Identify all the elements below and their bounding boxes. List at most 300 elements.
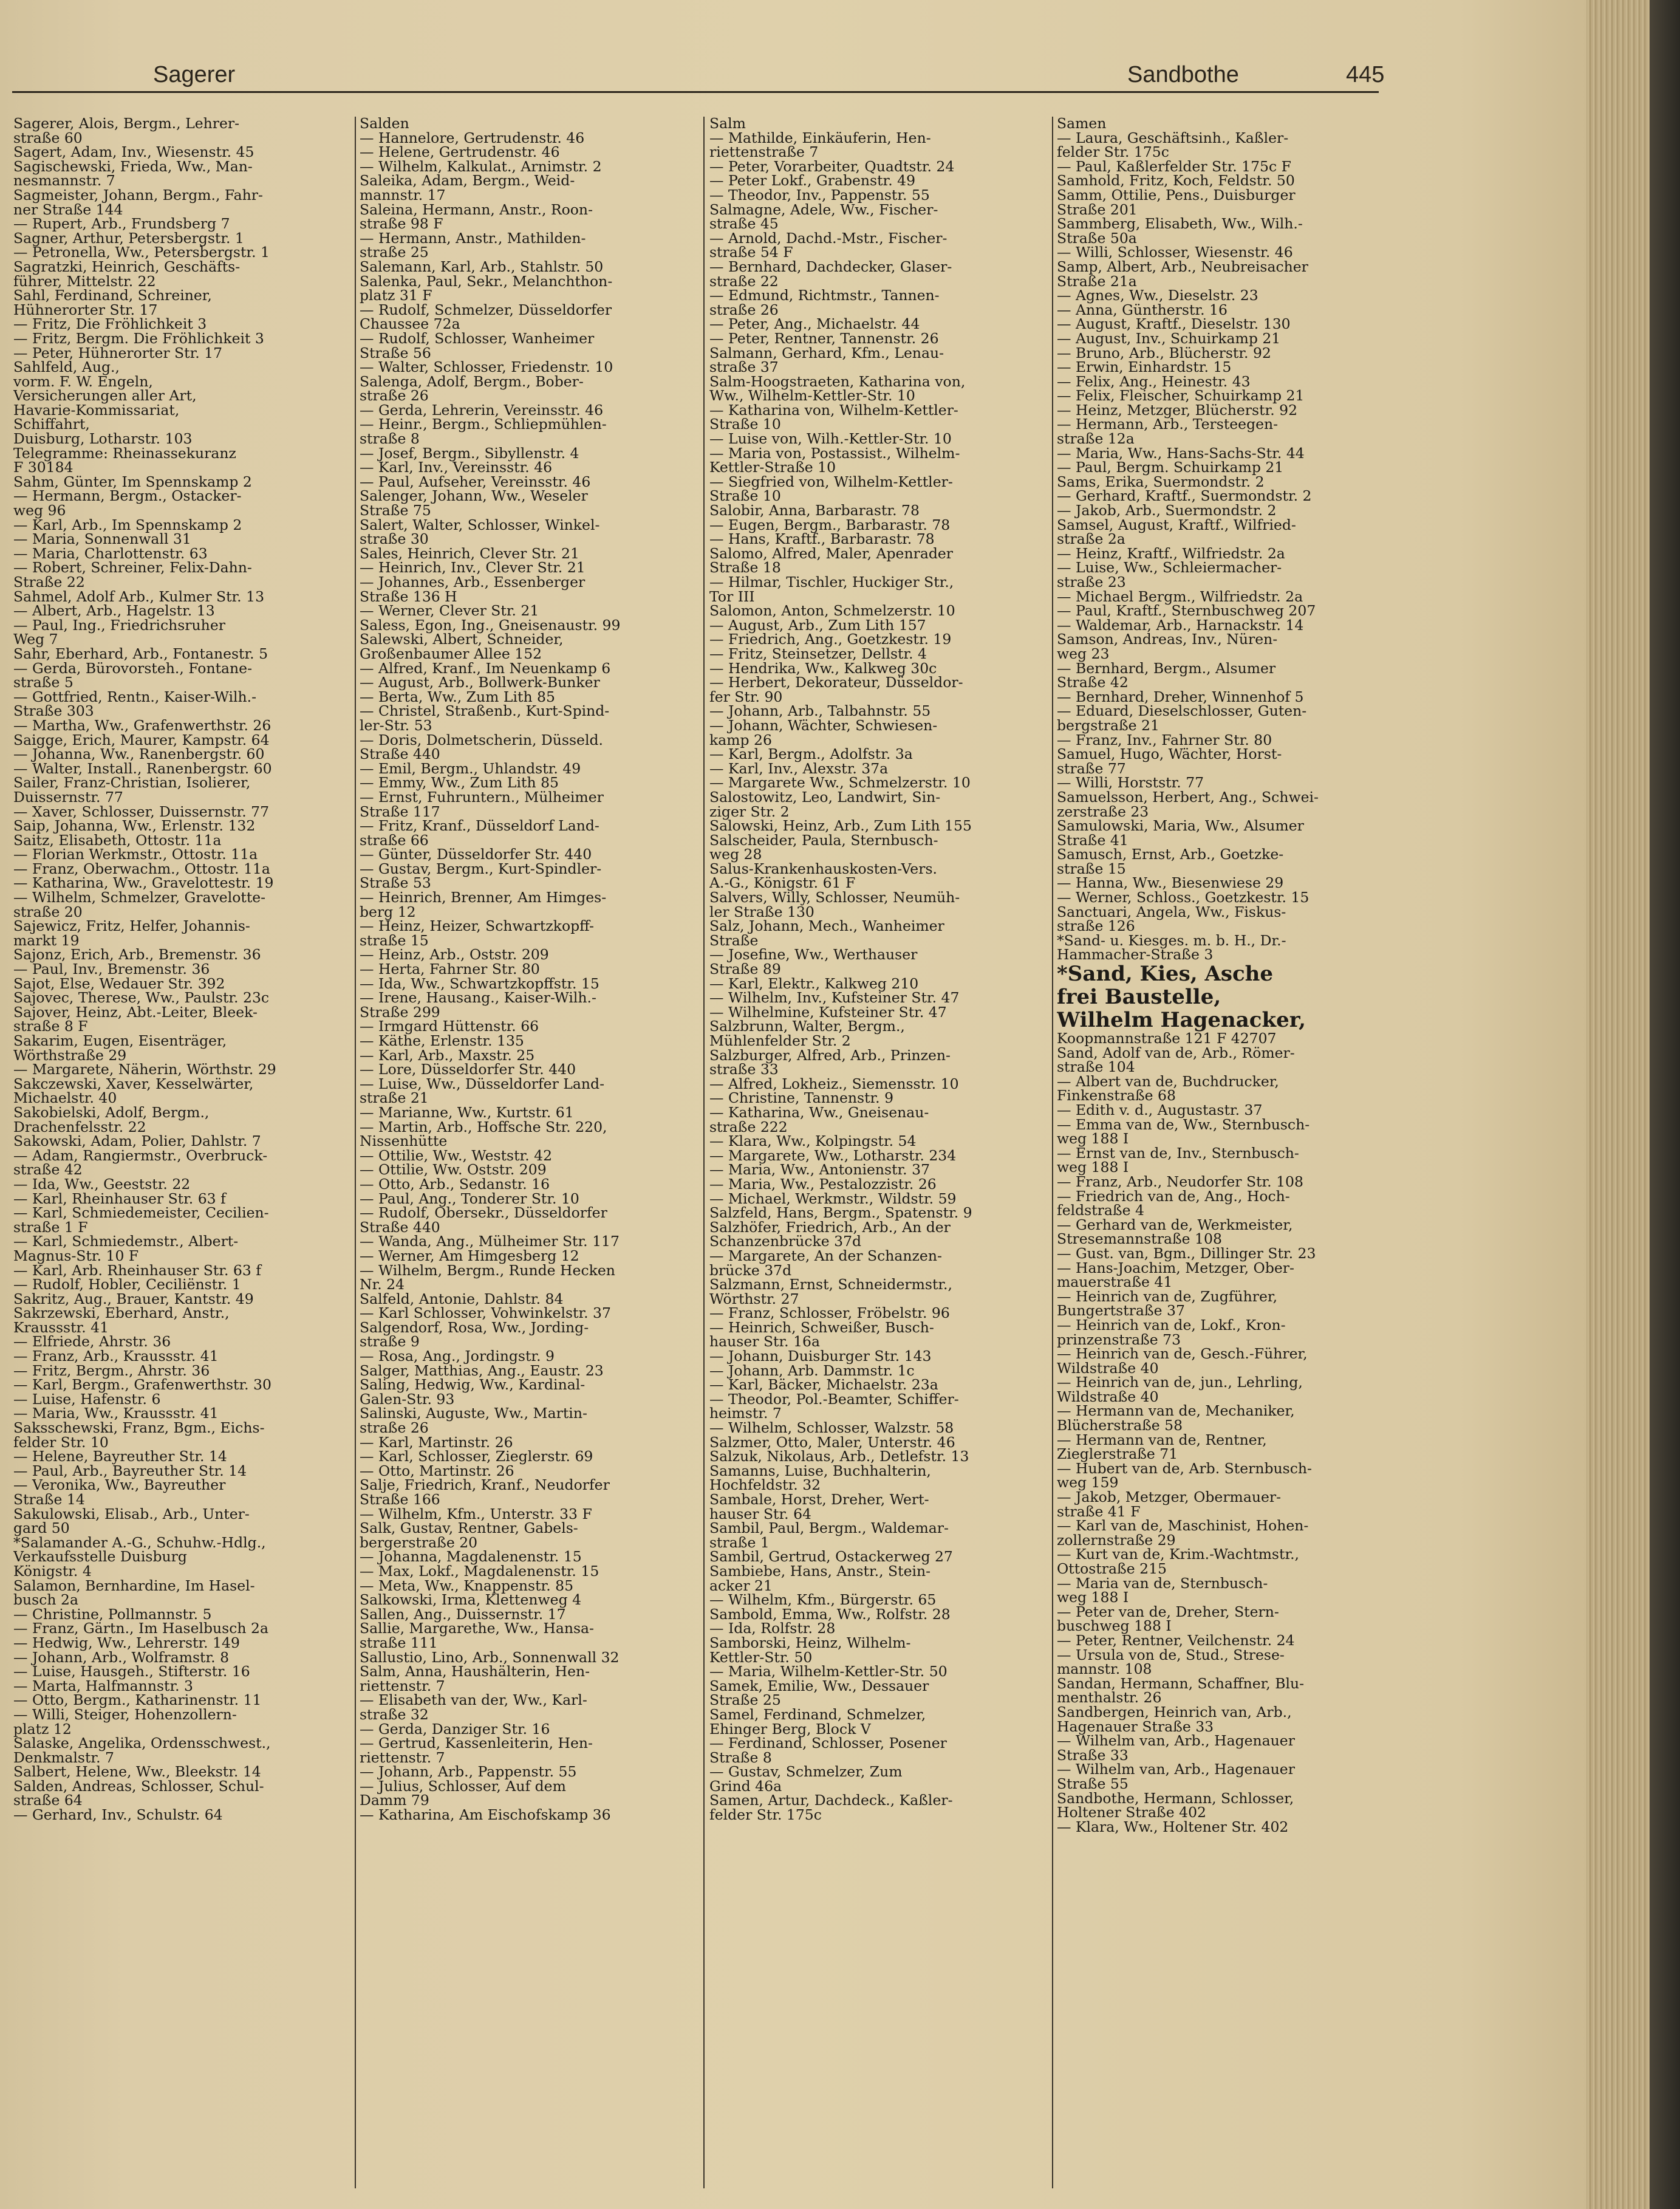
directory-entry-line: — Paul, Bergm. Schuirkamp 21	[1057, 459, 1284, 476]
directory-entry-line: — Adam, Rangiermstr., Overbruck-	[13, 1146, 268, 1164]
directory-entry-line: — Johann, Arb. Dammstr. 1c	[709, 1361, 915, 1379]
directory-entry-line: Salamon, Bernhardine, Im Hasel-	[13, 1577, 255, 1594]
directory-entry-line: straße 20	[13, 903, 83, 920]
directory-entry-line: Sajewicz, Fritz, Helfer, Johannis-	[13, 917, 250, 935]
directory-entry-line: — Hermann van de, Rentner,	[1057, 1431, 1267, 1448]
directory-entry-line: Samp, Albert, Arb., Neubreisacher	[1057, 258, 1308, 275]
directory-entry-line: Salzmer, Otto, Maler, Unterstr. 46	[709, 1433, 955, 1451]
directory-entry-line: — Gottfried, Rentn., Kaiser-Wilh.-	[13, 688, 257, 705]
header-right: Sandbothe	[1127, 62, 1239, 87]
directory-entry-line: — Emma van de, Ww., Sternbusch-	[1057, 1115, 1310, 1133]
directory-entry-line: straße 66	[360, 831, 429, 849]
directory-entry-line: Salowski, Heinz, Arb., Zum Lith 155	[709, 817, 972, 835]
directory-entry-line: — Maria, Ww., Pestalozzistr. 26	[709, 1175, 937, 1193]
directory-entry-line: Sallen, Ang., Duissernstr. 17	[360, 1605, 566, 1623]
directory-entry-line: Straße 10	[709, 487, 781, 505]
directory-entry-line: — Wilhelm, Kalkulat., Arnimstr. 2	[360, 157, 602, 175]
directory-entry-line: straße 1	[709, 1533, 770, 1551]
directory-entry-line: straße 21	[360, 1089, 429, 1107]
directory-entry-line: Sandan, Hermann, Schaffner, Blu-	[1057, 1674, 1305, 1692]
directory-entry-line: — Heinrich, Brenner, Am Himges-	[360, 889, 607, 906]
directory-entry-line: — Karl van de, Maschinist, Hohen-	[1057, 1517, 1309, 1535]
directory-entry-line: — Gustav, Schmelzer, Zum	[709, 1763, 903, 1781]
directory-entry-line: straße 30	[360, 530, 429, 548]
directory-entry-line: Straße 299	[360, 1003, 440, 1021]
directory-entry-line: — Kurt van de, Krim.-Wachtmstr.,	[1057, 1546, 1300, 1563]
directory-entry-line: — Marianne, Ww., Kurtstr. 61	[360, 1103, 574, 1121]
directory-entry-line: — Karl, Arb., Maxstr. 25	[360, 1046, 535, 1064]
directory-entry-line: — Arnold, Dachd.-Mstr., Fischer-	[709, 229, 948, 247]
directory-entry-line: Salobir, Anna, Barbarastr. 78	[709, 502, 920, 519]
column-2	[360, 117, 697, 2194]
directory-entry-line: — Rosa, Ang., Jordingstr. 9	[360, 1348, 555, 1365]
directory-entry-line: — Albert, Arb., Hagelstr. 13	[13, 602, 215, 620]
directory-entry-line: — Gerda, Danziger Str. 16	[360, 1720, 550, 1738]
directory-entry-line: — Katharina, Ww., Gravelottestr. 19	[13, 874, 274, 892]
directory-entry-line: straße 26	[360, 1419, 429, 1437]
directory-entry-line: — Paul, Ang., Tonderer Str. 10	[360, 1190, 579, 1207]
directory-entry-line: — Helene, Bayreuther Str. 14	[13, 1448, 227, 1465]
directory-entry-line: Straße 41	[1057, 831, 1129, 849]
directory-entry-line: Saksschewski, Franz, Bgm., Eichs-	[13, 1419, 265, 1437]
directory-entry-line: Sakczewski, Xaver, Kesselwärter,	[13, 1075, 254, 1092]
directory-entry-line: Sallustio, Lino, Arb., Sonnenwall 32	[360, 1648, 620, 1666]
directory-entry-line: Salzuk, Nikolaus, Arb., Detlefstr. 13	[709, 1448, 969, 1465]
directory-entry-line: zerstraße 23	[1057, 803, 1149, 820]
directory-entry-line: — Heinrich, Inv., Clever Str. 21	[360, 559, 586, 577]
directory-entry-line: — Karl, Inv., Alexstr. 37a	[709, 759, 889, 777]
directory-entry-line: — Otto, Arb., Sedanstr. 16	[360, 1175, 550, 1193]
directory-entry-line: Samhold, Fritz, Koch, Feldstr. 50	[1057, 172, 1295, 190]
directory-entry-line: — Martin, Arb., Hoffsche Str. 220,	[360, 1118, 607, 1135]
directory-entry-line: — Lore, Düsseldorfer Str. 440	[360, 1061, 576, 1078]
directory-entry-line: — Wilhelm, Kfm., Bürgerstr. 65	[709, 1591, 937, 1609]
directory-entry-line: Straße 89	[709, 961, 781, 978]
directory-entry-line: — Hans, Kraftf., Barbarastr. 78	[709, 530, 935, 548]
directory-entry-line: Salfeld, Antonie, Dahlstr. 84	[360, 1290, 564, 1307]
directory-entry-line: — Heinrich, Schweißer, Busch-	[709, 1318, 934, 1336]
directory-entry-line: feldstraße 4	[1057, 1202, 1144, 1219]
directory-entry-line: Samen	[1057, 117, 1107, 132]
directory-entry-line: straße 33	[709, 1061, 779, 1078]
directory-entry-line: felder Str. 175c	[1057, 143, 1169, 161]
directory-entry-line: — August, Inv., Schuirkamp 21	[1057, 329, 1281, 347]
directory-entry-line: Salert, Walter, Schlosser, Winkel-	[360, 516, 600, 533]
directory-entry-line: Versicherungen aller Art,	[13, 387, 197, 405]
directory-entry-line: — Werner, Clever Str. 21	[360, 602, 539, 620]
directory-entry-line: — Hermann van de, Mechaniker,	[1057, 1402, 1295, 1420]
directory-entry-line: felder Str. 10	[13, 1433, 109, 1451]
directory-entry-line: Wildstraße 40	[1057, 1388, 1159, 1405]
advert-block	[1057, 962, 1395, 1046]
directory-entry-line: Samel, Ferdinand, Schmelzer,	[709, 1705, 926, 1723]
directory-entry-line: Sahmel, Adolf Arb., Kulmer Str. 13	[13, 587, 265, 605]
directory-entry-line: — Katharina, Am Eischofskamp 36	[360, 1806, 611, 1824]
directory-entry-line: — Franz, Arb., Neudorfer Str. 108	[1057, 1173, 1303, 1190]
directory-entry-line: straße 222	[709, 1118, 788, 1135]
directory-entry-line: Sakobielski, Adolf, Bergm.,	[13, 1103, 210, 1121]
directory-entry-line: Saigge, Erich, Maurer, Kampstr. 64	[13, 731, 270, 748]
directory-entry-line: Salden, Andreas, Schlosser, Schul-	[13, 1777, 264, 1795]
directory-entry-line: — Max, Lokf., Magdalenenstr. 15	[360, 1562, 599, 1580]
directory-entry-line: Sambold, Emma, Ww., Rolfstr. 28	[709, 1605, 951, 1623]
directory-entry-line: Straße 53	[360, 874, 431, 892]
directory-entry-line: Straße 21a	[1057, 272, 1137, 290]
directory-entry-line: — Gustav, Bergm., Kurt-Spindler-	[360, 860, 602, 877]
directory-entry-line: — Karl, Bergm., Adolfstr. 3a	[709, 745, 913, 763]
directory-entry-line: Samm, Ottilie, Pens., Duisburger	[1057, 186, 1296, 204]
directory-entry-line: Salz, Johann, Mech., Wanheimer	[709, 917, 944, 935]
directory-entry-line: — Heinrich van de, Gesch.-Führer,	[1057, 1345, 1308, 1363]
directory-entry-line: Salm-Hoogstraeten, Katharina von,	[709, 372, 966, 390]
directory-entry-line: — Luise, Hafenstr. 6	[13, 1390, 161, 1408]
directory-entry-line: Telegramme: Rheinassekuranz	[13, 444, 236, 462]
directory-entry-line: — Ernst van de, Inv., Sternbusch-	[1057, 1144, 1299, 1162]
directory-entry-line: Straße 166	[360, 1491, 440, 1508]
directory-entry-line: — Ottilie, Ww., Weststr. 42	[360, 1146, 553, 1164]
directory-entry-line: — Walter, Install., Ranenbergstr. 60	[13, 759, 272, 777]
directory-entry-line: — Heinz, Heizer, Schwartzkopff-	[360, 917, 594, 935]
directory-entry-line: straße 12a	[1057, 430, 1135, 448]
directory-entry-line: Hochfeldstr. 32	[709, 1476, 821, 1494]
directory-entry-line: — Karl, Arb., Im Spennskamp 2	[13, 516, 242, 533]
directory-entry-line: fer Str. 90	[709, 688, 783, 705]
directory-entry-line: — Gerhard, Kraftf., Suermondstr. 2	[1057, 487, 1312, 505]
directory-entry-line: Sagmeister, Johann, Bergm., Fahr-	[13, 186, 263, 204]
directory-entry-line: vorm. F. W. Engeln,	[13, 372, 153, 390]
directory-entry-line: — Margarete, Ww., Lotharstr. 234	[709, 1146, 957, 1164]
directory-entry-line: — Wilhelm, Kfm., Unterstr. 33 F	[360, 1505, 592, 1522]
directory-entry-line: straße 15	[360, 931, 429, 949]
directory-entry-line: — Karl, Elektr., Kalkweg 210	[709, 974, 919, 992]
directory-entry-line: — Karl, Martinstr. 26	[360, 1433, 513, 1451]
directory-entry-line: — Felix, Fleischer, Schuirkamp 21	[1057, 387, 1305, 405]
directory-entry-line: weg 188 I	[1057, 1130, 1129, 1148]
directory-entry-line: — Paul, Inv., Bremenstr. 36	[13, 961, 210, 978]
directory-entry-line: — Martha, Ww., Grafenwerthstr. 26	[13, 716, 271, 734]
directory-entry-line: Salenka, Paul, Sekr., Melanchthon-	[360, 272, 613, 290]
directory-entry-line: Sandbergen, Heinrich van, Arb.,	[1057, 1703, 1292, 1721]
directory-entry-line: Sanctuari, Angela, Ww., Fiskus-	[1057, 903, 1286, 920]
directory-entry-line: Straße 55	[1057, 1775, 1129, 1792]
directory-entry-line: — Maria von, Postassist., Wilhelm-	[709, 444, 960, 462]
directory-entry-line: — Herbert, Dekorateur, Düsseldor-	[709, 674, 963, 691]
directory-entry-line: Verkaufsstelle Duisburg	[13, 1548, 187, 1566]
directory-entry-line: — Maria, Charlottenstr. 63	[13, 544, 208, 562]
directory-entry-line: — Emmy, Ww., Zum Lith 85	[360, 774, 559, 792]
directory-entry-line: Nr. 24	[360, 1276, 405, 1293]
header-rule	[12, 91, 1379, 93]
directory-entry-line: — Johann, Arb., Talbahnstr. 55	[709, 702, 931, 720]
directory-entry-line: Salenga, Adolf, Bergm., Bober-	[360, 372, 584, 390]
directory-entry-line: straße 32	[360, 1705, 429, 1723]
directory-entry-line: — Josefine, Ww., Werthauser	[709, 946, 918, 964]
directory-entry-line: — Helene, Gertrudenstr. 46	[360, 143, 560, 161]
directory-entry-line: Salmann, Gerhard, Kfm., Lenau-	[709, 344, 944, 361]
advert-line: Koopmannstraße 121 F 42707	[1057, 1030, 1277, 1047]
directory-entry-line: — Luise, Ww., Düsseldorfer Land-	[360, 1075, 605, 1092]
book-cover-edge	[1650, 0, 1680, 2209]
directory-entry-line: — Irene, Hausang., Kaiser-Wilh.-	[360, 989, 596, 1007]
directory-entry-line: Sajot, Else, Wedauer Str. 392	[13, 974, 225, 992]
directory-entry-line: — Paul, Kraftf., Sternbuschweg 207	[1057, 602, 1316, 620]
directory-entry-line: — Berta, Ww., Zum Lith 85	[360, 688, 555, 705]
directory-entry-line: Zieglerstraße 71	[1057, 1445, 1178, 1463]
directory-entry-line: — Peter, Vorarbeiter, Quadtstr. 24	[709, 157, 955, 175]
directory-entry-line: — Fritz, Kranf., Düsseldorf Land-	[360, 817, 599, 835]
directory-entry-line: — Robert, Schreiner, Felix-Dahn-	[13, 559, 252, 577]
directory-entry-line: — Otto, Martinstr. 26	[360, 1462, 514, 1479]
directory-entry-line: — Peter, Hühnerorter Str. 17	[13, 344, 223, 361]
directory-entry-line: — Wilhelm, Schlosser, Walzstr. 58	[709, 1419, 954, 1437]
directory-entry-line: — Wilhelm, Bergm., Runde Hecken	[360, 1261, 615, 1279]
directory-entry-line: Straße 75	[360, 502, 431, 519]
directory-entry-line: straße 37	[709, 358, 779, 376]
directory-entry-line: Sagischewski, Frieda, Ww., Man-	[13, 157, 253, 175]
directory-entry-line: Sagner, Arthur, Petersbergstr. 1	[13, 229, 244, 247]
directory-entry-line: — Franz, Oberwachm., Ottostr. 11a	[13, 860, 270, 877]
directory-entry-line: — Friedrich, Ang., Goetzkestr. 19	[709, 631, 952, 648]
directory-entry-line: Duissernstr. 77	[13, 788, 123, 806]
directory-entry-line: Sakrzewski, Eberhard, Anstr.,	[13, 1304, 230, 1322]
directory-entry-line: — Christel, Straßenb., Kurt-Spind-	[360, 702, 610, 720]
directory-entry-line: — Walter, Schlosser, Friedenstr. 10	[360, 358, 613, 376]
directory-entry-line: — Klara, Ww., Holtener Str. 402	[1057, 1818, 1289, 1835]
column-4-tail	[1057, 1046, 1395, 1835]
directory-entry-line: — Karl, Schmiedemeister, Cecilien-	[13, 1204, 269, 1222]
directory-entry-line: straße 98 F	[360, 215, 443, 233]
directory-entry-line: Straße 136 H	[360, 587, 457, 605]
directory-entry-line: — Rudolf, Schlosser, Wanheimer	[360, 329, 595, 347]
directory-entry-line: Schanzenbrücke 37d	[709, 1233, 862, 1250]
directory-entry-line: straße 54 F	[709, 244, 793, 261]
directory-entry-line: — Maria, Sonnenwall 31	[13, 530, 191, 548]
directory-entry-line: — Jakob, Metzger, Obermauer-	[1057, 1488, 1282, 1506]
directory-entry-line: *Sand- u. Kiesges. m. b. H., Dr.-	[1057, 931, 1286, 949]
directory-entry-line: Wörthstr. 27	[709, 1290, 799, 1307]
directory-entry-line: weg 188 I	[1057, 1589, 1129, 1606]
directory-entry-line: — Christine, Pollmannstr. 5	[13, 1605, 212, 1623]
directory-entry-line: — Paul, Arb., Bayreuther Str. 14	[13, 1462, 247, 1479]
column-divider	[703, 117, 705, 2188]
directory-entry-line: — Hanna, Ww., Biesenwiese 29	[1057, 874, 1284, 892]
directory-entry-line: — Irmgard Hüttenstr. 66	[360, 1018, 539, 1035]
column-1	[13, 117, 351, 2194]
column-3	[709, 117, 1047, 2194]
directory-entry-line: Chaussee 72a	[360, 315, 460, 333]
directory-entry-line: Sagratzki, Heinrich, Geschäfts-	[13, 258, 241, 275]
directory-entry-line: — Karl, Schmiedemstr., Albert-	[13, 1233, 239, 1250]
directory-entry-line: straße 41 F	[1057, 1502, 1141, 1520]
directory-entry-line: Ehinger Berg, Block V	[709, 1720, 871, 1738]
directory-entry-line: straße 1 F	[13, 1218, 88, 1236]
directory-entry-line: — Theodor, Pol.-Beamter, Schiffer-	[709, 1390, 959, 1408]
directory-entry-line: straße 8	[360, 430, 420, 448]
directory-entry-line: Stresemannstraße 108	[1057, 1230, 1222, 1248]
directory-entry-line: Sambil, Paul, Bergm., Waldemar-	[709, 1519, 949, 1537]
directory-entry-line: Straße 25	[709, 1691, 781, 1709]
directory-entry-line: — Gerda, Bürovorsteh., Fontane-	[13, 659, 253, 677]
directory-entry-line: — Peter Lokf., Grabenstr. 49	[709, 172, 916, 190]
directory-entry-line: Hammacher-Straße 3	[1057, 946, 1214, 964]
directory-entry-line: Sams, Erika, Suermondstr. 2	[1057, 473, 1265, 490]
directory-entry-line: — Eduard, Dieselschlosser, Guten-	[1057, 702, 1307, 720]
directory-entry-line: — Petronella, Ww., Petersbergstr. 1	[13, 244, 270, 261]
directory-entry-line: — Peter, Ang., Michaelstr. 44	[709, 315, 920, 333]
directory-entry-line: Salvers, Willy, Schlosser, Neumüh-	[709, 889, 960, 906]
directory-entry-line: A.-G., Königstr. 61 F	[709, 874, 856, 892]
directory-entry-line: — Peter van de, Dreher, Stern-	[1057, 1603, 1279, 1620]
directory-entry-line: Samulowski, Maria, Ww., Alsumer	[1057, 817, 1304, 835]
directory-entry-line: ler Straße 130	[709, 903, 814, 920]
directory-entry-line: — Karl, Inv., Vereinsstr. 46	[360, 459, 553, 476]
directory-entry-line: — Fritz, Die Fröhlichkeit 3	[13, 315, 207, 333]
directory-entry-line: — Werner, Schloss., Goetzkestr. 15	[1057, 889, 1310, 906]
directory-entry-line: — Franz, Gärtn., Im Haselbusch 2a	[13, 1620, 268, 1637]
directory-entry-line: mannstr. 108	[1057, 1660, 1152, 1678]
directory-entry-line: — Fritz, Bergm. Die Fröhlichkeit 3	[13, 329, 264, 347]
directory-entry-line: — Marta, Halfmannstr. 3	[13, 1677, 193, 1694]
directory-entry-line: mannstr. 17	[360, 186, 446, 204]
directory-entry-line: — Hilmar, Tischler, Huckiger Str.,	[709, 574, 954, 591]
header-left: Sagerer	[153, 62, 236, 87]
directory-entry-line: — Johanna, Magdalenenstr. 15	[360, 1548, 582, 1566]
directory-entry-line: — Wilhelm van, Arb., Hagenauer	[1057, 1761, 1295, 1778]
directory-entry-line: — Gertrud, Kassenleiterin, Hen-	[360, 1735, 593, 1752]
directory-entry-line: Salenger, Johann, Ww., Weseler	[360, 487, 588, 505]
directory-entry-line: — Hermann, Anstr., Mathilden-	[360, 229, 586, 247]
directory-entry-line: Straße 50a	[1057, 229, 1137, 247]
directory-entry-line: — Friedrich van de, Ang., Hoch-	[1057, 1187, 1290, 1205]
directory-entry-line: — Paul, Ing., Friedrichsruher	[13, 616, 225, 634]
directory-entry-line: — Hannelore, Gertrudenstr. 46	[360, 129, 585, 146]
directory-entry-line: Schiffahrt,	[13, 416, 90, 433]
directory-entry-line: Samuelsson, Herbert, Ang., Schwei-	[1057, 788, 1319, 806]
directory-entry-line: Mühlenfelder Str. 2	[709, 1032, 851, 1049]
directory-entry-line: — Johanna, Ww., Ranenbergstr. 60	[13, 745, 265, 763]
advert-line: frei Baustelle,	[1057, 985, 1221, 1010]
directory-entry-line: straße 9	[360, 1333, 420, 1351]
directory-entry-line: Sakulowski, Elisab., Arb., Unter-	[13, 1505, 250, 1522]
directory-entry-line: straße 126	[1057, 917, 1135, 935]
directory-entry-line: platz 31 F	[360, 287, 432, 304]
directory-entry-line: — Gerda, Lehrerin, Vereinsstr. 46	[360, 401, 604, 419]
directory-entry-line: — Alfred, Kranf., Im Neuenkamp 6	[360, 659, 611, 677]
directory-entry-line: weg 188 I	[1057, 1159, 1129, 1176]
advert-line: Wilhelm Hagenacker,	[1057, 1008, 1306, 1033]
directory-entry-line: — Eugen, Bergm., Barbarastr. 78	[709, 516, 951, 533]
directory-entry-line: Salscheider, Paula, Sternbusch-	[709, 831, 938, 849]
directory-entry-line: straße 77	[1057, 759, 1126, 777]
directory-entry-line: — Franz, Inv., Fahrner Str. 80	[1057, 731, 1272, 748]
directory-entry-line: Saleika, Adam, Bergm., Weid-	[360, 172, 575, 190]
directory-entry-line: Salzbrunn, Walter, Bergm.,	[709, 1018, 905, 1035]
directory-entry-line: — Willi, Horststr. 77	[1057, 774, 1204, 792]
directory-entry-line: Salmagne, Adele, Ww., Fischer-	[709, 200, 938, 218]
directory-entry-line: — Herta, Fahrner Str. 80	[360, 961, 540, 978]
directory-entry-line: — Bernhard, Bergm., Alsumer	[1057, 659, 1276, 677]
directory-entry-line: — Elfriede, Ahrstr. 36	[13, 1333, 171, 1351]
directory-entry-line: — Karl, Arb. Rheinhauser Str. 63 f	[13, 1261, 261, 1279]
directory-entry-line: Salbert, Helene, Ww., Bleekstr. 14	[13, 1763, 261, 1781]
directory-entry-line: Grind 46a	[709, 1777, 782, 1795]
advert-line: *Sand, Kies, Asche	[1057, 962, 1274, 987]
directory-entry-line: — Otto, Bergm., Katharinenstr. 11	[13, 1691, 262, 1709]
directory-entry-line: — Heinz, Arb., Oststr. 209	[360, 946, 549, 964]
directory-entry-line: Straße 18	[709, 559, 781, 577]
directory-entry-line: — Ida, Ww., Schwartzkopffstr. 15	[360, 974, 599, 992]
directory-entry-line: — Ida, Ww., Geeststr. 22	[13, 1175, 191, 1193]
directory-entry-line: Straße 42	[1057, 674, 1129, 691]
directory-entry-line: — Karl Schlosser, Vohwinkelstr. 37	[360, 1304, 611, 1322]
directory-entry-line: riettenstr. 7	[360, 1748, 445, 1766]
directory-entry-line: — Heinrich van de, Lokf., Kron-	[1057, 1316, 1286, 1334]
directory-entry-line: Finkenstraße 68	[1057, 1087, 1176, 1104]
directory-entry-line: Kraussstr. 41	[13, 1318, 109, 1336]
directory-entry-line: busch 2a	[13, 1591, 78, 1609]
directory-entry-line: F 30184	[13, 459, 73, 476]
directory-entry-line: — Margarete, Näherin, Wörthstr. 29	[13, 1061, 276, 1078]
directory-entry-line: markt 19	[13, 931, 80, 949]
directory-entry-line: *Salamander A.-G., Schuhw.-Hdlg.,	[13, 1533, 266, 1551]
directory-entry-line: Samusch, Ernst, Arb., Goetzke-	[1057, 846, 1284, 863]
directory-entry-line: nesmannstr. 7	[13, 172, 115, 190]
directory-entry-line: Straße 201	[1057, 200, 1138, 218]
directory-entry-line: — Laura, Geschäftsinh., Kaßler-	[1057, 129, 1289, 146]
directory-entry-line: weg 28	[709, 846, 762, 863]
directory-entry-line: — Michael Bergm., Wilfriedstr. 2a	[1057, 587, 1303, 605]
directory-entry-line: Saip, Johanna, Ww., Erlenstr. 132	[13, 817, 256, 835]
directory-entry-line: — Heinz, Kraftf., Wilfriedstr. 2a	[1057, 544, 1285, 562]
directory-entry-line: zollernstraße 29	[1057, 1531, 1176, 1549]
directory-entry-line: Straße 33	[1057, 1746, 1129, 1764]
directory-entry-line: prinzenstraße 73	[1057, 1331, 1181, 1348]
directory-entry-line: Sammberg, Elisabeth, Ww., Wilh.-	[1057, 215, 1303, 233]
directory-entry-line: Samuel, Hugo, Wächter, Horst-	[1057, 745, 1282, 763]
directory-entry-line: — Heinrich van de, Zugführer,	[1057, 1287, 1278, 1305]
directory-entry-line: bergerstraße 20	[360, 1533, 478, 1551]
directory-entry-line: — Gerhard van de, Werkmeister,	[1057, 1216, 1293, 1233]
directory-entry-line: — Margarete Ww., Schmelzerstr. 10	[709, 774, 971, 792]
directory-entry-line: — Alfred, Lokheiz., Siemensstr. 10	[709, 1075, 959, 1092]
directory-entry-line: — Luise von, Wilh.-Kettler-Str. 10	[709, 430, 952, 448]
directory-entry-line: straße 22	[709, 272, 779, 290]
directory-entry-line: — Hendrika, Ww., Kalkweg 30c	[709, 659, 937, 677]
directory-entry-line: Sakarim, Eugen, Eisenträger,	[13, 1032, 227, 1049]
directory-entry-line: — Michael, Werkmstr., Wildstr. 59	[709, 1190, 957, 1207]
directory-entry-line: — Heinr., Bergm., Schliepmühlen-	[360, 416, 607, 433]
directory-entry-line: Tor III	[709, 587, 755, 605]
directory-entry-line: Sagert, Adam, Inv., Wiesenstr. 45	[13, 143, 254, 161]
directory-entry-line: buschweg 188 I	[1057, 1617, 1172, 1635]
directory-entry-line: — Elisabeth van der, Ww., Karl-	[360, 1691, 587, 1709]
directory-entry-line: Straße 22	[13, 574, 85, 591]
directory-entry-line: — Maria van de, Sternbusch-	[1057, 1574, 1268, 1592]
directory-entry-line: — Heinrich van de, jun., Lehrling,	[1057, 1374, 1303, 1391]
directory-entry-line: — Katharina, Ww., Gneisenau-	[709, 1103, 929, 1121]
directory-entry-line: weg 159	[1057, 1474, 1119, 1492]
directory-entry-line: Sailer, Franz-Christian, Isolierer,	[13, 774, 251, 792]
directory-entry-line: — Wilhelm, Schmelzer, Gravelotte-	[13, 889, 266, 906]
directory-entry-line: Straße 8	[709, 1748, 772, 1766]
directory-entry-line: Salzburger, Alfred, Arb., Prinzen-	[709, 1046, 951, 1064]
directory-entry-line: platz 12	[13, 1720, 72, 1738]
directory-entry-line: — Peter, Rentner, Tannenstr. 26	[709, 329, 939, 347]
directory-entry-line: straße 45	[709, 215, 779, 233]
directory-entry-line: — Theodor, Inv., Pappenstr. 55	[709, 186, 930, 204]
directory-entry-line: — Johann, Arb., Pappenstr. 55	[360, 1763, 577, 1781]
directory-entry-line: — Bernhard, Dachdecker, Glaser-	[709, 258, 952, 275]
